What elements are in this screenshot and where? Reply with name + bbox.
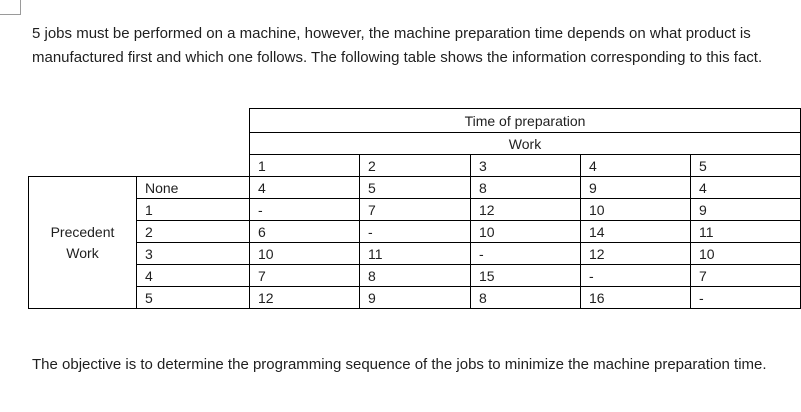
- table-cell: 4: [250, 177, 360, 199]
- intro-paragraph: 5 jobs must be performed on a machine, however, the machine preparation time depends on what product is manufactured first and which one follows. The following table shows the information corresponding to this fact.: [32, 25, 763, 66]
- table-cell: 14: [581, 221, 691, 243]
- table-row: [29, 265, 801, 287]
- row-label: 4: [137, 265, 250, 287]
- header-time-of-preparation: Time of preparation: [250, 109, 801, 133]
- column-header: 4: [581, 155, 691, 177]
- table-cell: -: [691, 287, 801, 309]
- table-cell: -: [250, 199, 360, 221]
- table-cell: 12: [581, 243, 691, 265]
- table-row: [29, 199, 801, 221]
- header-row-time: [29, 109, 801, 133]
- table-cell: 7: [691, 265, 801, 287]
- table-cell: 7: [360, 199, 471, 221]
- column-header: 2: [360, 155, 471, 177]
- table-cell: 6: [250, 221, 360, 243]
- table-cell: 10: [581, 199, 691, 221]
- header-row-numbers: [29, 155, 801, 177]
- header-row-work: [29, 133, 801, 155]
- table-cell: 10: [250, 243, 360, 265]
- header-work: Work: [250, 133, 801, 155]
- table-cell: 11: [691, 221, 801, 243]
- table-cell: 5: [360, 177, 471, 199]
- table-cell: 9: [360, 287, 471, 309]
- precedent-label-line1: Precedent: [50, 223, 115, 240]
- precedent-work-label: [29, 177, 137, 309]
- table-row: [29, 243, 801, 265]
- table-row: [29, 221, 801, 243]
- table-cell: 12: [471, 199, 581, 221]
- row-label: 5: [137, 287, 250, 309]
- table-cell: 4: [691, 177, 801, 199]
- table-cell: 12: [250, 287, 360, 309]
- table-cell: 8: [360, 265, 471, 287]
- row-label: 3: [137, 243, 250, 265]
- table-row: [29, 287, 801, 309]
- column-header: 5: [691, 155, 801, 177]
- row-label: None: [137, 177, 250, 199]
- table-cell: 15: [471, 265, 581, 287]
- column-header: 1: [250, 155, 360, 177]
- row-label: 1: [137, 199, 250, 221]
- column-header: 3: [471, 155, 581, 177]
- table-cell: 10: [471, 221, 581, 243]
- table-cell: 10: [691, 243, 801, 265]
- table-cell: 9: [581, 177, 691, 199]
- table-cell: -: [581, 265, 691, 287]
- objective-paragraph: The objective is to determine the programming sequence of the jobs to minimize the machine preparation time.: [32, 356, 767, 373]
- preparation-time-table: [28, 108, 801, 309]
- row-label: 2: [137, 221, 250, 243]
- table-cell: -: [360, 221, 471, 243]
- table-cell: -: [471, 243, 581, 265]
- table-cell: 9: [691, 199, 801, 221]
- table-cell: 7: [250, 265, 360, 287]
- table-cell: 11: [360, 243, 471, 265]
- table-cell: 8: [471, 177, 581, 199]
- table-cell: 16: [581, 287, 691, 309]
- table-cell: 8: [471, 287, 581, 309]
- page-corner-mark: [0, 0, 21, 15]
- precedent-label-line2: Work: [66, 244, 99, 261]
- table-row: [29, 177, 801, 199]
